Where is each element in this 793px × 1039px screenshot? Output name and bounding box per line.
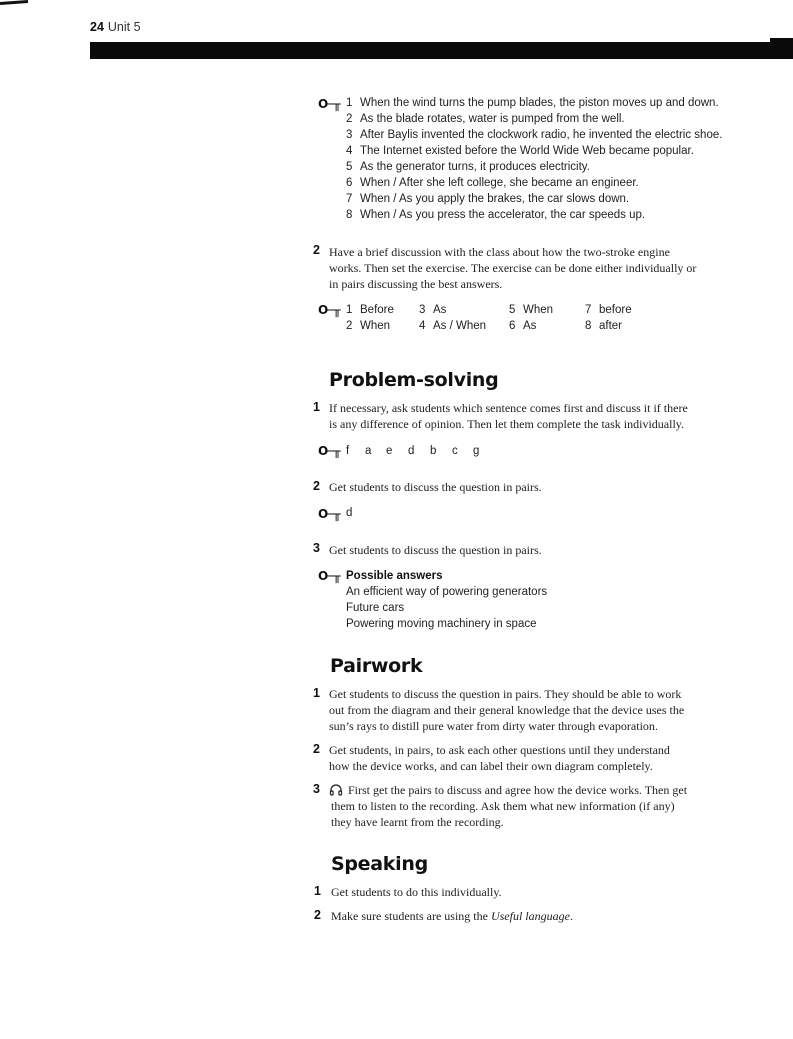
text-line: Get students to discuss the question in pairs. They should be able to work bbox=[329, 687, 682, 701]
text-line: First get the pairs to discuss and agree how the device works. Then get bbox=[348, 783, 688, 797]
item-number: 2 bbox=[314, 908, 321, 922]
answer-word: before bbox=[599, 304, 632, 316]
order-letter: b bbox=[430, 445, 437, 457]
answer-text: d bbox=[346, 507, 353, 519]
item-number: 2 bbox=[313, 742, 320, 756]
text-line: out from the diagram and their general knowledge that the device uses the bbox=[329, 703, 685, 718]
item-number: 1 bbox=[313, 686, 320, 700]
header-bar bbox=[90, 42, 793, 59]
answer-number: 1 bbox=[346, 97, 353, 109]
text-run: Make sure students are using the bbox=[331, 909, 491, 923]
problem-item-2-text: Get students to discuss the question in pairs. bbox=[329, 480, 542, 494]
answer-number: 5 bbox=[346, 161, 353, 173]
problem-item-1-text bbox=[329, 400, 688, 432]
text-line: Have a brief discussion with the class about how the two-stroke engine bbox=[329, 245, 670, 259]
answer-number: 8 bbox=[346, 209, 353, 221]
item-number: 1 bbox=[314, 884, 321, 898]
page-number: 24 bbox=[90, 20, 104, 34]
key-icon: O─╥ bbox=[318, 97, 340, 111]
list-item: An efficient way of powering generators bbox=[346, 586, 548, 598]
answer-text: As the generator turns, it produces electricity. bbox=[360, 161, 590, 173]
answer-text: The Internet existed before the World Wide Web became popular. bbox=[360, 145, 694, 157]
key-icon: O─╥ bbox=[318, 507, 340, 521]
answer-text: As the blade rotates, water is pumped from the well. bbox=[360, 113, 625, 125]
item-number: 3 bbox=[313, 782, 320, 796]
key-icon: O─╥ bbox=[318, 569, 340, 583]
answer-word: Before bbox=[360, 304, 394, 316]
answer-text: After Baylis invented the clockwork radio, he invented the electric shoe. bbox=[360, 129, 723, 141]
answer-word: As bbox=[433, 304, 447, 316]
order-letter: a bbox=[365, 445, 372, 457]
corner-mark bbox=[0, 0, 28, 5]
text-line: If necessary, ask students which sentence comes first and discuss it if there bbox=[329, 401, 688, 415]
section-heading-problem-solving: Problem-solving bbox=[329, 369, 499, 391]
possible-answers-label: Possible answers bbox=[346, 570, 443, 582]
item-number: 2 bbox=[313, 243, 320, 257]
list-item: Powering moving machinery in space bbox=[346, 618, 537, 630]
answer-number: 2 bbox=[346, 320, 353, 332]
order-letter: d bbox=[408, 445, 415, 457]
problem-item-3-text: Get students to discuss the question in pairs. bbox=[329, 543, 542, 557]
speaking-item-1-text: Get students to do this individually. bbox=[331, 885, 502, 899]
answer-text: When / As you press the accelerator, the car speeds up. bbox=[360, 209, 646, 221]
section-heading-pairwork: Pairwork bbox=[330, 655, 423, 677]
answer-number: 7 bbox=[346, 193, 353, 205]
answer-text: When / After she left college, she became an engineer. bbox=[360, 177, 639, 189]
item-2-text bbox=[329, 244, 696, 293]
answer-number: 3 bbox=[419, 304, 426, 316]
answer-word: after bbox=[599, 320, 623, 332]
text-line: sun’s rays to distill pure water from dirty water through evaporation. bbox=[329, 719, 658, 734]
text-line: in pairs discussing the best answers. bbox=[329, 277, 503, 292]
answer-number: 5 bbox=[509, 304, 516, 316]
answer-word: As / When bbox=[433, 320, 487, 332]
pairwork-item-1-text bbox=[329, 686, 684, 735]
key-icon: O─╥ bbox=[318, 303, 340, 317]
text-line: is any difference of opinion. Then let them complete the task individually. bbox=[329, 417, 685, 432]
answer-number: 1 bbox=[346, 304, 353, 316]
answer-number: 4 bbox=[419, 320, 426, 332]
answer-number: 3 bbox=[346, 129, 353, 141]
answer-number: 4 bbox=[346, 145, 353, 157]
section-heading-speaking: Speaking bbox=[331, 853, 428, 875]
answer-word: When bbox=[360, 320, 391, 332]
item-number: 1 bbox=[313, 400, 320, 414]
useful-language-link-text: Useful language bbox=[490, 909, 570, 923]
pairwork-item-2-text bbox=[329, 742, 670, 774]
key-icon: O─╥ bbox=[318, 444, 340, 458]
answer-number: 8 bbox=[585, 320, 592, 332]
item-number: 2 bbox=[313, 479, 320, 493]
order-letter: g bbox=[473, 445, 480, 457]
order-letter: f bbox=[346, 445, 350, 457]
answer-number: 6 bbox=[346, 177, 353, 189]
unit-label: Unit 5 bbox=[107, 20, 141, 34]
order-letter: c bbox=[452, 445, 458, 457]
text-line: they have learnt from the recording. bbox=[331, 815, 504, 830]
pairwork-item-3-text bbox=[331, 782, 687, 831]
text-run: . bbox=[569, 909, 573, 923]
speaking-item-2-text bbox=[331, 908, 573, 924]
answer-number: 6 bbox=[509, 320, 516, 332]
answer-word: As bbox=[523, 320, 537, 332]
text-line: how the device works, and can label their own diagram completely. bbox=[329, 759, 653, 774]
text-line: Get students, in pairs, to ask each other questions until they understand bbox=[329, 743, 670, 757]
answer-text: When the wind turns the pump blades, the piston moves up and down. bbox=[360, 97, 719, 109]
answer-word: When bbox=[523, 304, 554, 316]
answer-text: When / As you apply the brakes, the car slows down. bbox=[360, 193, 630, 205]
page-header bbox=[90, 20, 141, 34]
text-line: them to listen to the recording. Ask them what new information (if any) bbox=[331, 799, 675, 814]
answer-number: 7 bbox=[585, 304, 592, 316]
item-number: 3 bbox=[313, 541, 320, 555]
list-item: Future cars bbox=[346, 602, 405, 614]
answer-number: 2 bbox=[346, 113, 353, 125]
order-letter: e bbox=[386, 445, 393, 457]
text-line: works. Then set the exercise. The exercise can be done either individually or bbox=[329, 261, 697, 276]
header-bar-tab bbox=[770, 38, 793, 59]
